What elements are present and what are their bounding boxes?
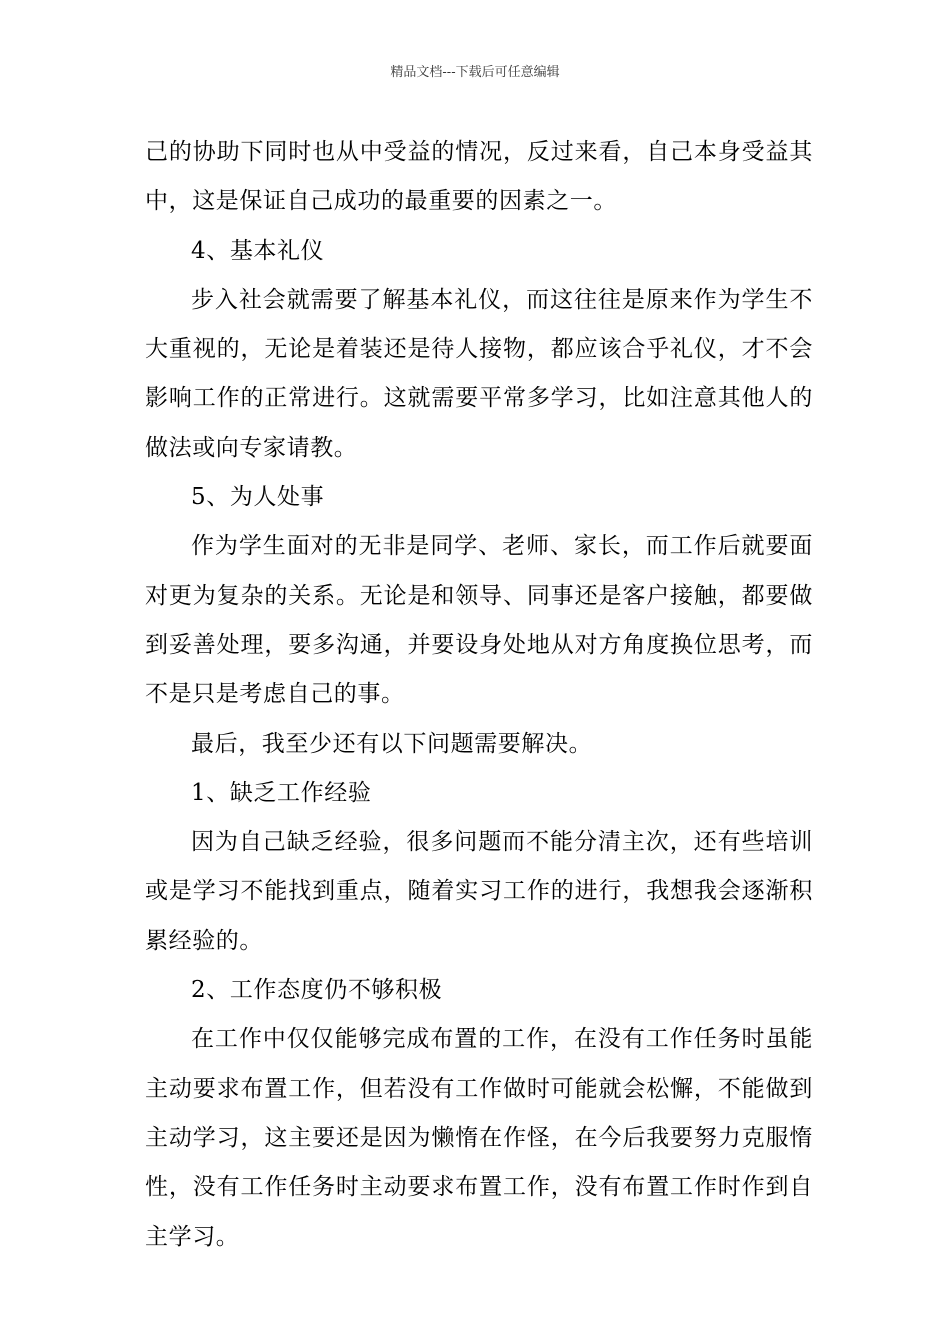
paragraph-continued: 己的协助下同时也从中受益的情况，反过来看，自己本身受益其中，这是保证自己成功的最重要的因素之一。 (145, 139, 813, 215)
paragraph-conduct: 作为学生面对的无非是同学、老师、家长，而工作后就要面对更为复杂的关系。无论是和领导、同事还是客户接触，都要做到妥善处理，要多沟通，并要设身处地从对方角度换位思考，而不是只是考虑自己的事。 (145, 533, 813, 708)
section-heading-experience: 1、缺乏工作经验 (191, 779, 372, 806)
page-header: 精品文档---下载后可任意编辑 (390, 65, 560, 80)
section-heading-etiquette: 4、基本礼仪 (191, 237, 325, 264)
section-heading-attitude: 2、工作态度仍不够积极 (191, 977, 443, 1004)
paragraph-etiquette: 步入社会就需要了解基本礼仪，而这往往是原来作为学生不大重视的，无论是着装还是待人接物，都应该合乎礼仪，才不会影响工作的正常进行。这就需要平常多学习，比如注意其他人的做法或向专家请教。 (145, 286, 813, 461)
paragraph-experience: 因为自己缺乏经验，很多问题而不能分清主次，还有些培训或是学习不能找到重点，随着实习工作的进行，我想我会逐渐积累经验的。 (145, 829, 813, 954)
section-heading-conduct: 5、为人处事 (191, 484, 325, 511)
paragraph-problems-intro: 最后，我至少还有以下问题需要解决。 (191, 730, 593, 757)
document-body (145, 128, 813, 1262)
paragraph-attitude: 在工作中仅仅能够完成布置的工作，在没有工作任务时虽能主动要求布置工作，但若没有工作做时可能就会松懈，不能做到主动学习，这主要还是因为懒惰在作怪，在今后我要努力克服惰性，没有工作任务时主动要求布置工作，没有布置工作时作到自主学习。 (145, 1026, 813, 1250)
